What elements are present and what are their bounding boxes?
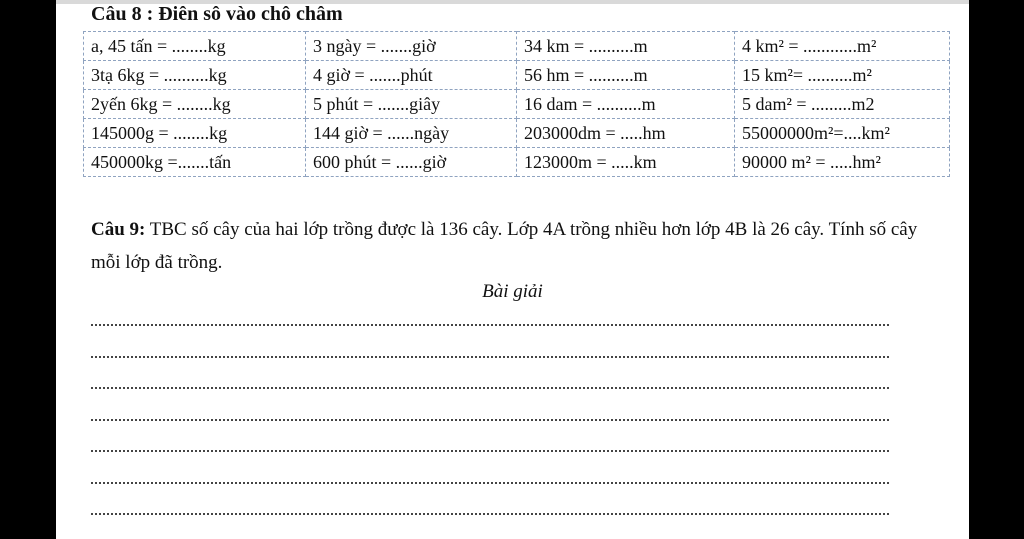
conversion-table: [83, 31, 950, 177]
table-cell: 16 dam = ..........m: [517, 90, 735, 119]
table-cell: 123000m = .....km: [517, 148, 735, 177]
question-9-text: TBC số cây của hai lớp trồng được là 136 cây. Lớp 4A trồng nhiều hơn lớp 4B là 26 cây. Tính số cây mỗi lớp đã trồng.: [91, 219, 918, 273]
table-cell: 203000dm = .....hm: [517, 119, 735, 148]
question-8-title: Câu 8 : Điên sô vào chô châm: [91, 3, 343, 25]
table-cell: 5 phút = .......giây: [306, 90, 517, 119]
table-cell: 3 ngày = .......giờ: [306, 32, 517, 61]
answer-line: [91, 482, 889, 484]
answer-line: [91, 356, 889, 358]
table-cell: a, 45 tấn = ........kg: [84, 32, 306, 61]
table-cell: 3tạ 6kg = ..........kg: [84, 61, 306, 90]
table-row: [84, 90, 950, 119]
table-cell: 55000000m²=....km²: [735, 119, 950, 148]
table-cell: 56 hm = ..........m: [517, 61, 735, 90]
answer-line: [91, 513, 889, 515]
table-row: [84, 61, 950, 90]
table-cell: 600 phút = ......giờ: [306, 148, 517, 177]
question-9: [91, 213, 951, 279]
question-9-label: Câu 9:: [91, 219, 146, 240]
answer-line: [91, 450, 889, 452]
table-cell: 5 dam² = .........m2: [735, 90, 950, 119]
worksheet-page: [56, 0, 969, 539]
answer-line: [91, 419, 889, 421]
table-row: [84, 148, 950, 177]
table-cell: 34 km = ..........m: [517, 32, 735, 61]
table-row: [84, 32, 950, 61]
table-row: [84, 119, 950, 148]
table-cell: 450000kg =.......tấn: [84, 148, 306, 177]
table-cell: 4 km² = ............m²: [735, 32, 950, 61]
solution-title: Bài giải: [482, 281, 543, 302]
table-cell: 15 km²= ..........m²: [735, 61, 950, 90]
answer-line: [91, 387, 889, 389]
table-cell: 145000g = ........kg: [84, 119, 306, 148]
table-cell: 144 giờ = ......ngày: [306, 119, 517, 148]
table-cell: 4 giờ = .......phút: [306, 61, 517, 90]
answer-line: [91, 324, 889, 326]
table-cell: 2yến 6kg = ........kg: [84, 90, 306, 119]
table-cell: 90000 m² = .....hm²: [735, 148, 950, 177]
